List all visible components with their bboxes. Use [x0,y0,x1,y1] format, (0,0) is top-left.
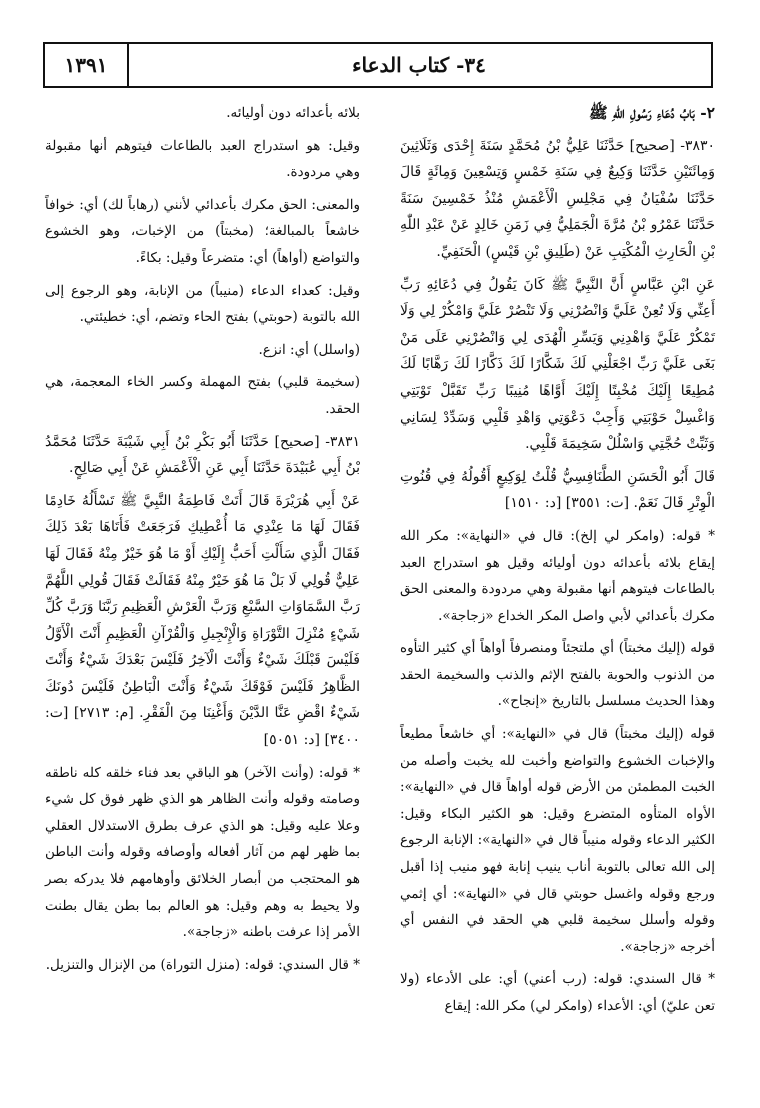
commentary-paragraph: بلائه بأعدائه دون أوليائه. [226,105,360,121]
commentary-paragraph: * قوله: (وأنت الآخر) هو الباقي بعد فناء خلقه كله ناطقه وصامته وقوله وأنت الظاهر هو الذي ظهر فوق كل شيء وعلا عليه وقيل: هو الذي عرف بطرق الاستدلال العقلي بما ظهر لهم من آثار أفعاله وأوصافه وقوله وأنت الباطن هو المحتجب من أبصار الخلائق وأوهامهم فلا يدركه بصر ولا يحيط به وهم وقيل: هو العالم بما بطن يقال بطنت الأمر إذا عرفت باطنه «زجاجة». [45,764,360,941]
commentary-paragraph: (واسلل) أي: انزع. [258,341,360,358]
hadith-paragraph: عَنْ أَبِي هُرَيْرَةَ قَالَ أَتَتْ فَاطِمَةُ النَّبِيَّ ﷺ تَسْأَلُهُ خَادِمًا فَقَالَ لَهَا مَا عِنْدِي مَا أُعْطِيكِ فَرَجَعَتْ فَأَتَاهَا بَعْدَ ذَلِكَ فَقَالَ الَّذِي سَأَلْتِ أَحَبُّ إِلَيْكِ أَوْ مَا هُوَ خَيْرٌ مِنْهُ فَقَالَ لَهَا عَلِيٌّ قُولِي لَا بَلْ مَا هُوَ خَيْرٌ مِنْهُ فَقَالَتْ فَقَالَ قُولِي اللَّهُمَّ رَبَّ السَّمَاوَاتِ السَّبْعِ وَرَبَّ الْعَرْشِ الْعَظِيمِ رَبَّنَا وَرَبَّ كُلِّ شَيْءٍ مُنْزِلَ التَّوْرَاةِ وَالْإِنْجِيلِ وَالْقُرْآنِ الْعَظِيمِ أَنْتَ الْأَوَّلُ فَلَيْسَ قَبْلَكَ شَيْءٌ وَأَنْتَ الْآخِرُ فَلَيْسَ بَعْدَكَ شَيْءٌ وَأَنْتَ الظَّاهِرُ فَلَيْسَ فَوْقَكَ شَيْءٌ وَأَنْتَ الْبَاطِنُ فَلَيْسَ دُونَكَ شَيْءٌ اقْضِ عَنَّا الدَّيْنَ وَأَغْنِنَا مِنَ الْفَقْرِ. [م: ٢٧١٣] [ت: ٣٤٠٠] [د: ٥٠٥١] [45,492,360,749]
commentary-paragraph: قوله (إليك مخبتاً) قال في «النهاية»: أي خاشعاً مطيعاً والإخبات الخشوع والتواضع وأخبت لله يخبت وأصله من الخبت المطمئن من الأرض قوله أواهاً قال في «النهاية»: الأواه المتأوه المتضرع وقيل: هو الكثير البكاء وقيل: الكثير الدعاء وقوله منيباً قال في «النهاية»: الإنابة الرجوع إلى الله تعالى بالتوبة أناب ينيب إنابة فهو منيب إذا أقبل ورجع وقوله واغسل حوبتي قال في «النهاية»: أي إثمي وقوله وأسلل سخيمة قلبي هي الحقد في النفس أي أخرجه «زجاجة». [400,726,715,955]
left-column [45,100,360,984]
hadith-paragraph: عَنِ ابْنِ عَبَّاسٍ أَنَّ النَّبِيَّ ﷺ كَانَ يَقُولُ فِي دُعَائِهِ رَبِّ أَعِنِّي وَلَا تُعِنْ عَلَيَّ وَانْصُرْنِي وَلَا تَنْصُرْ عَلَيَّ وَامْكُرْ لِي وَلَا تَمْكُرْ عَلَيَّ وَاهْدِنِي وَيَسِّرِ الْهُدَى لِي وَانْصُرْنِي عَلَى مَنْ بَغَى عَلَيَّ رَبِّ اجْعَلْنِي لَكَ شَكَّارًا لَكَ ذَكَّارًا لَكَ رَهَّابًا لَكَ مُطِيعًا إِلَيْكَ مُخْبِتًا إِلَيْكَ أَوَّاهًا مُنِيبًا رَبِّ تَقَبَّلْ تَوْبَتِي وَاغْسِلْ حَوْبَتِي وَأَجِبْ دَعْوَتِي وَاهْدِ قَلْبِي وَسَدِّدْ لِسَانِي وَثَبِّتْ حُجَّتِي وَاسْلُلْ سَخِيمَةَ قَلْبِي. [400,276,715,453]
commentary-paragraph: والمعنى: الحق مكرك بأعدائي لأنني (رهاباً لك) أي: خوافاً خاشعاً بالمبالغة؛ (مخبتاً) من الإخبات، وهو الخشوع والتواضع (أواهاً) أي: متضرعاً وقيل: بكاءً. [45,196,360,266]
commentary-paragraph: * قال السندي: قوله: (منزل التوراة) من الإنزال والتنزيل. [45,956,360,973]
commentary-paragraph: * قال السندي: قوله: (رب أعني) أي: على الأدعاء (ولا تعن عليّ) أي: الأعداء (وامكر لي) مكر الله: إيقاع [400,971,715,1014]
right-column [400,100,715,1026]
hadith-paragraph: ٣٨٣١- [صحيح] حَدَّثَنَا أَبُو بَكْرِ بْنُ أَبِي شَيْبَةَ حَدَّثَنَا مُحَمَّدُ بْنُ أَبِي عُبَيْدَةَ حَدَّثَنَا أَبِي عَنِ الْأَعْمَشِ عَنْ أَبِي صَالِحٍ. [45,433,360,477]
commentary-paragraph: * قوله: (وامكر لي إلخ): قال في «النهاية»: مكر الله إيقاع بلائه بأعدائه دون أوليائه وقيل هو استدراج العبد بالطاعات فيتوهم أنها مقبولة وهي مردودة والمعنى الحق مكرك بأعدائي لأبي واصل المكر الخداع «زجاجة». [400,527,715,624]
hadith-paragraph: ٣٨٣٠- [صحيح] حَدَّثَنَا عَلِيُّ بْنُ مُحَمَّدٍ سَنَةَ إِحْدَى وَثَلَاثِينَ وَمِائَتَيْنِ حَدَّثَنَا وَكِيعٌ فِي سَنَةِ خَمْسٍ وَتِسْعِينَ وَمِائَةٍ قَالَ حَدَّثَنَا سُفْيَانُ فِي مَجْلِسِ الْأَعْمَشِ مُنْذُ خَمْسِينَ سَنَةً حَدَّثَنَا عَمْرُو بْنُ مُرَّةَ الْجَمَلِيُّ فِي زَمَنِ خَالِدٍ عَنْ عَبْدِ اللّٰهِ بْنِ الْحَارِثِ الْمُكْتِبِ عَنْ (طَلِيقِ بْنِ قَيْسٍ) الْحَنَفِيِّ. [400,137,715,260]
commentary-paragraph: وقيل: كعداء الدعاء (منيباً) من الإنابة، وهو الرجوع إلى الله بالتوبة (حوبتي) بفتح الحاء وتضم، أي: خطيئتي. [45,282,360,326]
section-heading: ٢- بَابُ دُعَاءِ رَسُولِ اللّٰهِ ﷺ [588,103,715,122]
commentary-paragraph: (سخيمة قلبي) بفتح المهملة وكسر الخاء المعجمة، هي الحقد. [45,374,360,417]
page-header [43,42,713,88]
page-number: ١٣٩١ [45,44,129,86]
hadith-paragraph: قَالَ أَبُو الْحَسَنِ الطَّنَافِسِيُّ قُلْتُ لِوَكِيعٍ أَقُولُهُ فِي قُنُوتِ الْوِتْرِ قَالَ نَعَمْ. [ت: ٣٥٥١] [د: ١٥١٠] [400,468,715,512]
commentary-paragraph: وقيل: هو استدراج العبد بالطاعات فيتوهم أنها مقبولة وهي مردودة. [45,137,360,181]
commentary-paragraph: قوله (إليك مخبتاً) أي ملتجئاً ومنصرفاً أواهاً أي كثير التأوه من الذنوب والحوبة بالفتح الإثم والذنب والسخيمة الحقد وهذا الحديث مسلسل بالتاريخ «إنجاح». [400,640,715,710]
chapter-title: ٣٤- كتاب الدعاء [352,53,486,77]
